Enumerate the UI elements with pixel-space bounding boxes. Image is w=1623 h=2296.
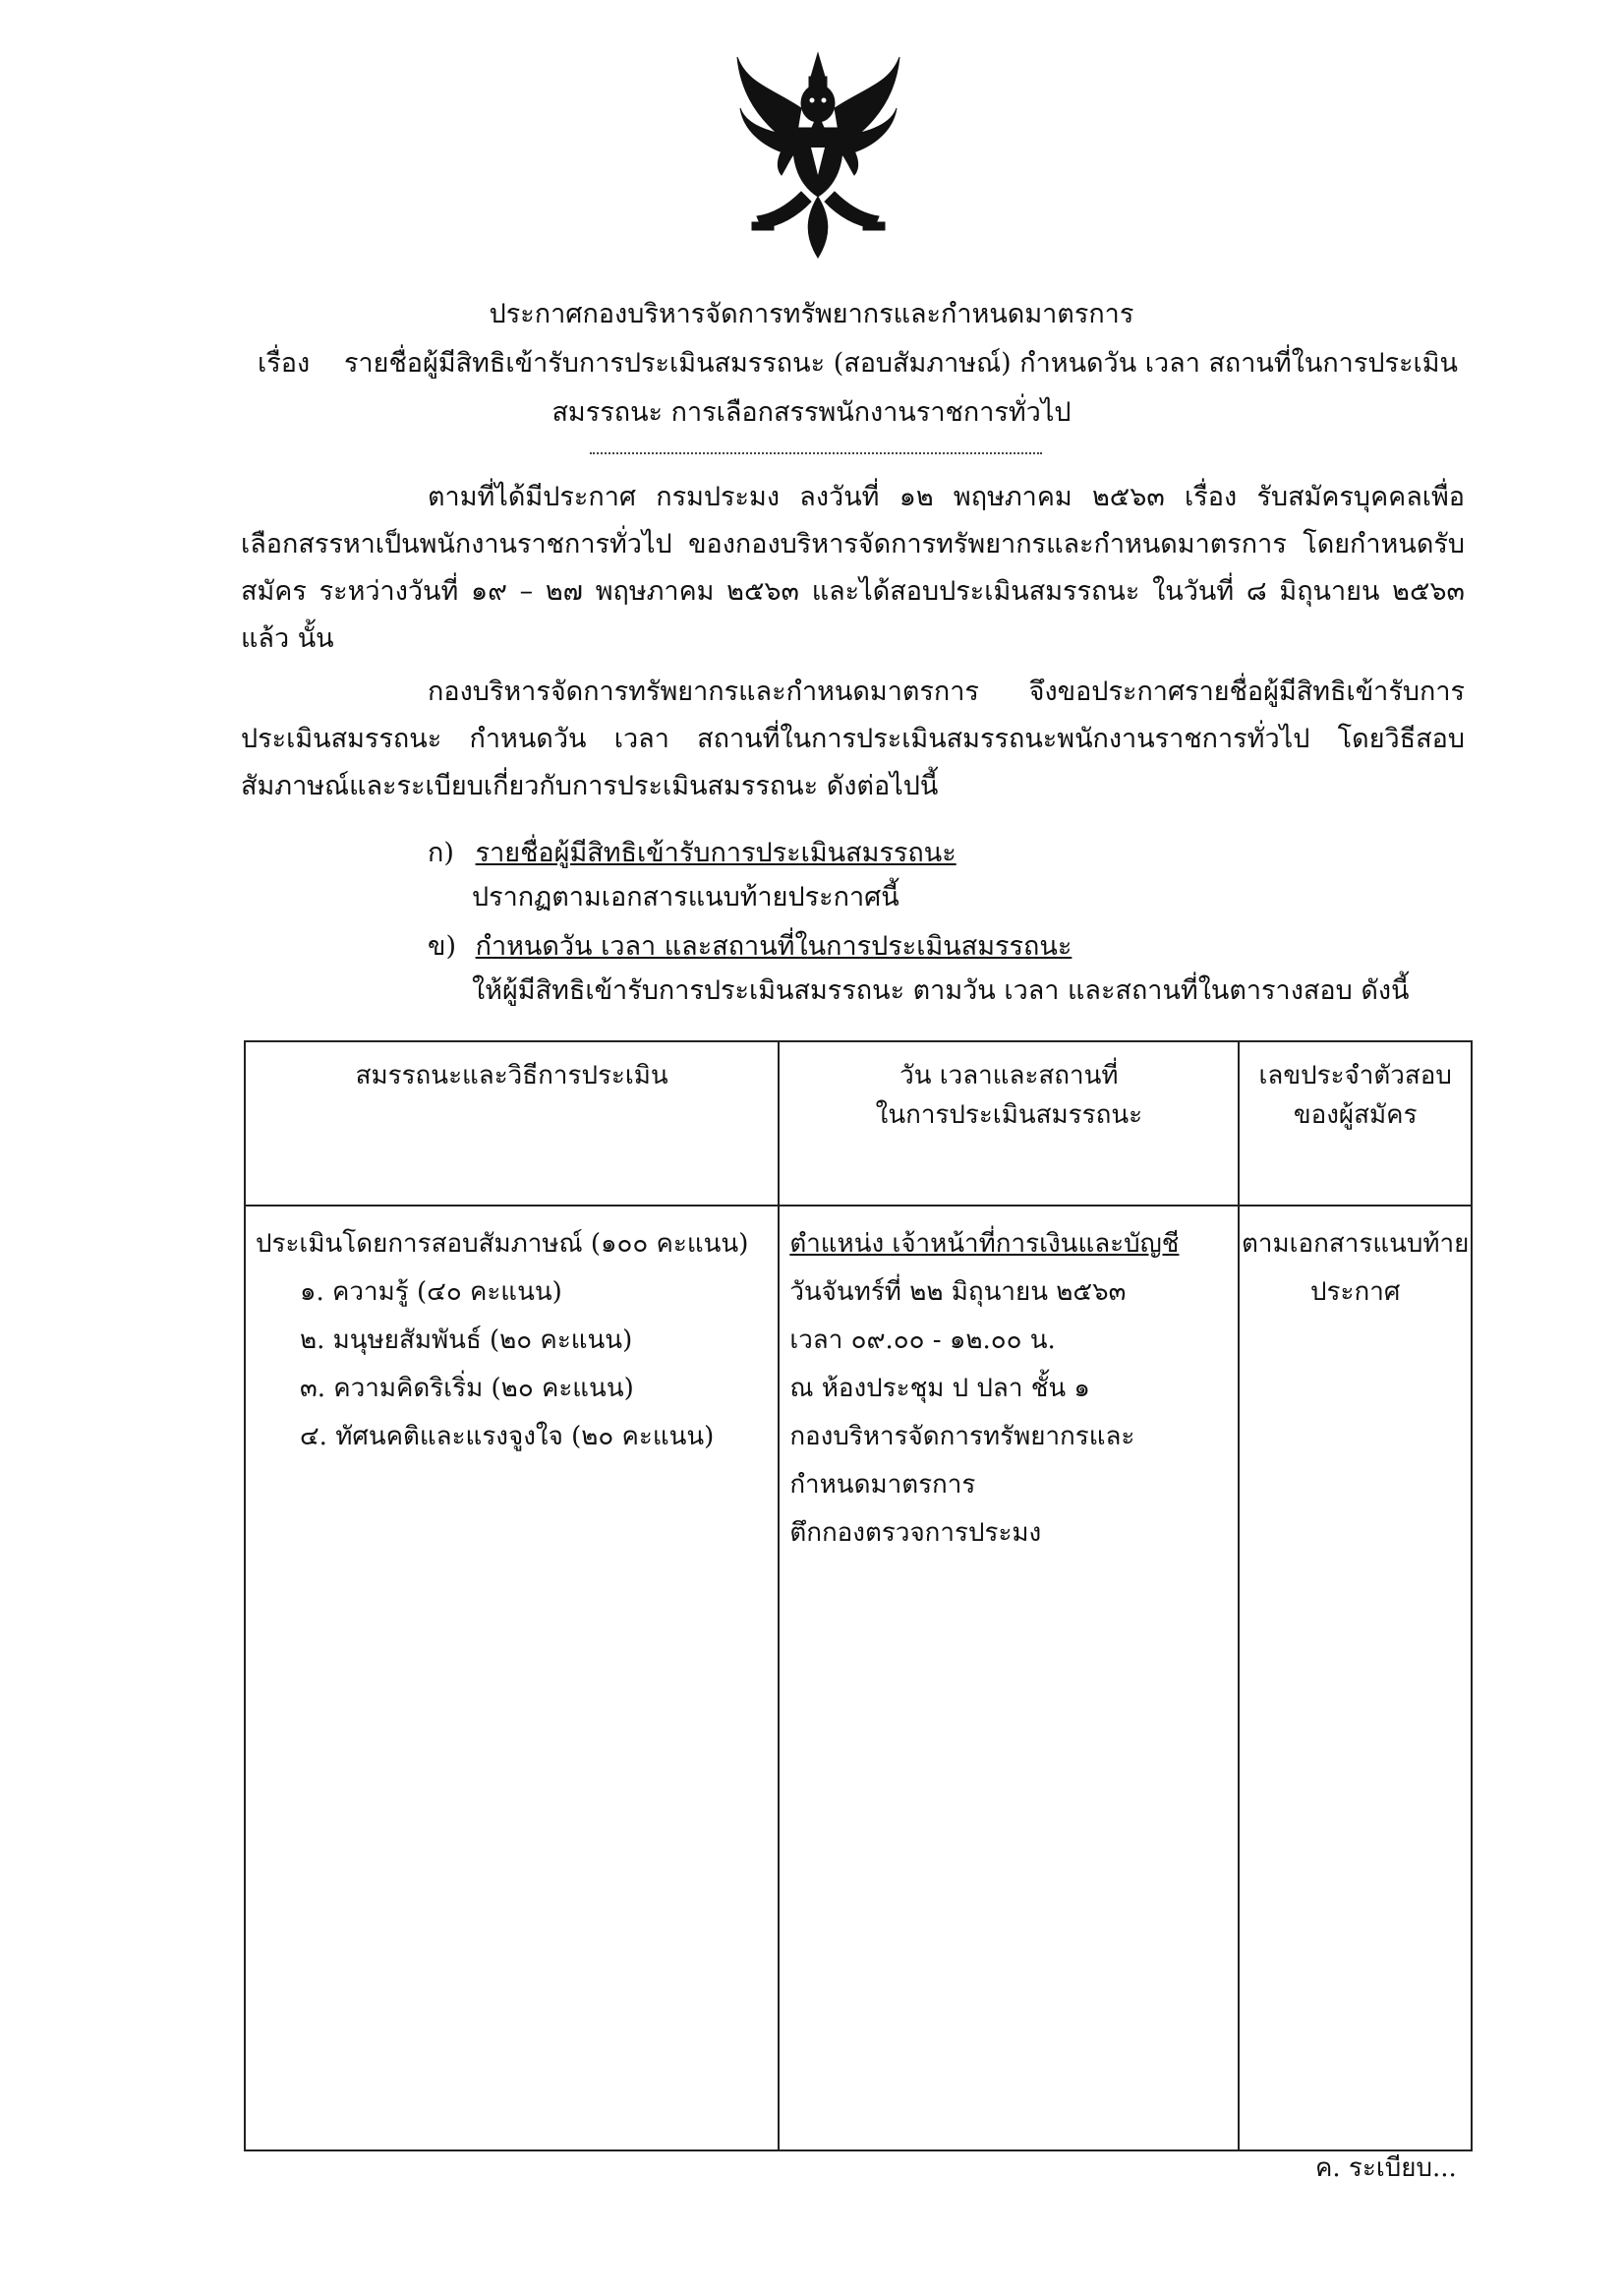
header-candidate-id	[1239, 1041, 1472, 1206]
table-row	[245, 1206, 1472, 2150]
header-criteria-text: สมรรถนะและวิธีการประเมิน	[355, 1061, 668, 1090]
item-b-label: ข)	[428, 931, 456, 962]
reference-line2: ประกาศ	[1310, 1277, 1401, 1307]
schedule-building: ตึกกองตรวจการประมง	[789, 1518, 1042, 1548]
candidate-id-cell	[1239, 1206, 1472, 2150]
criteria-cell	[245, 1206, 779, 2150]
exam-schedule-table	[244, 1040, 1473, 2151]
header-candidate-id-line2: ของผู้สมัคร	[1293, 1100, 1418, 1130]
header-criteria	[245, 1041, 779, 1206]
continuation-note: ค. ระเบียบ...	[1315, 2153, 1457, 2183]
schedule-cell	[779, 1206, 1239, 2150]
announcement-title: ประกาศกองบริหารจัดการทรัพยากรและกำหนดมาตรการ	[489, 299, 1134, 329]
schedule-date: วันจันทร์ที่ ๒๒ มิถุนายน ๒๕๖๓	[789, 1277, 1127, 1307]
criteria-main: ประเมินโดยการสอบสัมภาษณ์ (๑๐๐ คะแนน)	[256, 1229, 749, 1259]
schedule-time: เวลา ๐๙.๐๐ - ๑๒.๐๐ น.	[789, 1325, 1056, 1355]
header-schedule-line1: วัน เวลาและสถานที่	[899, 1061, 1119, 1090]
item-a-label: ก)	[428, 838, 454, 868]
paragraph-2	[241, 669, 1465, 810]
item-b-heading	[428, 927, 1072, 967]
criteria-item: ๒. มนุษยสัมพันธ์ (๒๐ คะแนน)	[300, 1325, 633, 1355]
criteria-item: ๑. ความรู้ (๔๐ คะแนน)	[300, 1277, 562, 1307]
reference-line1: ตามเอกสารแนบท้าย	[1242, 1229, 1470, 1259]
paragraph-1	[241, 474, 1465, 663]
paragraph-1-text: ตามที่ได้มีประกาศ กรมประมง ลงวันที่ ๑๒ พฤษภาคม ๒๕๖๓ เรื่อง รับสมัครบุคคลเพื่อเลือกสรรหาเป็นพนักงานราชการทั่วไป ของกองบริหารจัดการทรัพยากรและกำหนดมาตรการ โดยกำหนดรับสมัคร ระหว่างวันที่ ๑๙ – ๒๗ พฤษภาคม ๒๕๖๓ และได้สอบประเมินสมรรถนะ ในวันที่ ๘ มิถุนายน ๒๕๖๓ แล้ว นั้น	[241, 482, 1465, 654]
item-a-heading	[428, 834, 956, 873]
schedule-room: ณ ห้องประชุม ป ปลา ชั้น ๑	[789, 1374, 1090, 1403]
item-b-text: ให้ผู้มีสิทธิเข้ารับการประเมินสมรรถนะ ตามวัน เวลา และสถานที่ในตารางสอบ ดังนี้	[472, 975, 1410, 1006]
table-header-row	[245, 1041, 1472, 1206]
criteria-item: ๔. ทัศนคติและแรงจูงใจ (๒๐ คะแนน)	[300, 1422, 715, 1451]
paragraph-2-text: กองบริหารจัดการทรัพยากรและกำหนดมาตรการ จึงขอประกาศรายชื่อผู้มีสิทธิเข้ารับการประเมินสมรรถนะ กำหนดวัน เวลา สถานที่ในการประเมินสมรรถนะพนักงานราชการทั่วไป โดยวิธีสอบสัมภาษณ์และระเบียบเกี่ยวกับการประเมินสมรรถนะ ดังต่อไปนี้	[241, 677, 1465, 801]
item-a-text: ปรากฏตามเอกสารแนบท้ายประกาศนี้	[472, 882, 899, 913]
schedule-dept-line1: กองบริหารจัดการทรัพยากรและ	[789, 1422, 1135, 1451]
header-schedule-line2: ในการประเมินสมรรถนะ	[875, 1100, 1143, 1130]
header-candidate-id-line1: เลขประจำตัวสอบ	[1258, 1061, 1452, 1090]
header-schedule	[779, 1041, 1239, 1206]
subject-text-line2: สมรรถนะ การเลือกสรรพนักงานราชการทั่วไป	[551, 397, 1072, 428]
item-b-title: กำหนดวัน เวลา และสถานที่ในการประเมินสมรรถนะ	[475, 931, 1072, 962]
schedule-position: ตำแหน่ง เจ้าหน้าที่การเงินและบัญชี	[789, 1229, 1180, 1259]
item-a-title: รายชื่อผู้มีสิทธิเข้ารับการประเมินสมรรถนะ	[475, 838, 956, 868]
subject-text-line1: รายชื่อผู้มีสิทธิเข้ารับการประเมินสมรรถนะ (สอบสัมภาษณ์) กำหนดวัน เวลา สถานที่ในการประเมิน	[344, 348, 1458, 379]
subject-line	[258, 344, 1458, 383]
subject-label: เรื่อง	[258, 348, 311, 379]
criteria-item: ๓. ความคิดริเริ่ม (๒๐ คะแนน)	[300, 1374, 634, 1403]
schedule-dept-line2: กำหนดมาตรการ	[789, 1470, 976, 1500]
garuda-emblem	[732, 49, 904, 265]
dotted-divider	[590, 452, 1042, 454]
